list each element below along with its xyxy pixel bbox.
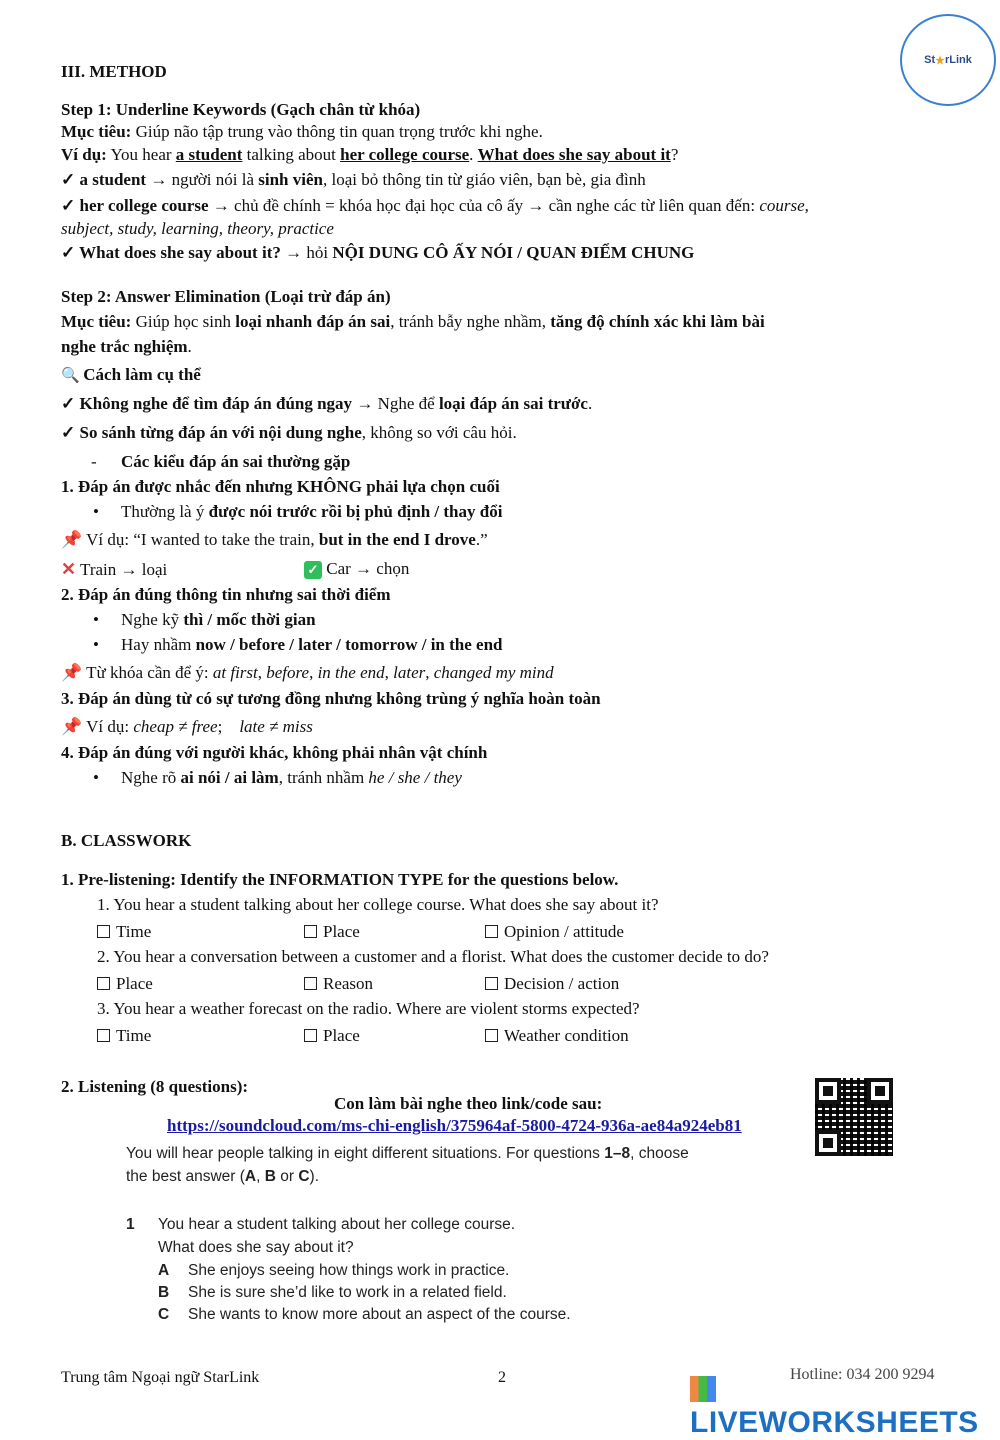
step2-title: Step 2: Answer Elimination (Loại trừ đáp án) [61, 287, 391, 306]
type-2-title: 2. Đáp án đúng thông tin nhưng sai thời điểm [61, 585, 391, 604]
section-title: III. METHOD [61, 62, 167, 81]
item-question-1: You hear a student talking about her college course. [158, 1216, 516, 1233]
item-number: 1 [126, 1216, 135, 1233]
type-3-title: 3. Đáp án dùng từ có sự tương đồng nhưng không trùng ý nghĩa hoàn toàn [61, 689, 601, 708]
starlink-logo: St ★ rLink [900, 14, 996, 106]
q3-option-1[interactable]: Time [97, 1026, 151, 1046]
q2-option-3[interactable]: Decision / action [485, 974, 619, 994]
step1-goal: Mục tiêu: Giúp não tập trung vào thông tin quan trọng trước khi nghe. [61, 122, 543, 141]
option-letter-a[interactable]: A [158, 1262, 170, 1279]
q1-option-2[interactable]: Place [304, 922, 360, 942]
type-2-bullet-2: • Hay nhầm now / before / later / tomorrow / in the end [121, 635, 503, 655]
q1-option-3[interactable]: Opinion / attitude [485, 922, 624, 942]
check-mark-icon: ✓ [304, 561, 322, 579]
option-a-text[interactable]: She enjoys seeing how things work in practice. [188, 1262, 510, 1279]
type-1-right: ✓ Car → chọn [304, 559, 409, 579]
rule-1: ✓ Không nghe để tìm đáp án đúng ngay → Nghe để loại đáp án sai trước. [61, 394, 593, 413]
option-letter-c[interactable]: C [158, 1306, 170, 1323]
checkbox[interactable] [304, 925, 317, 938]
step1-title: Step 1: Underline Keywords (Gạch chân từ khóa) [61, 100, 421, 119]
listening-instructions-1: You will hear people talking in eight different situations. For questions 1–8, choose [126, 1145, 689, 1162]
question-2: 2. You hear a conversation between a customer and a florist. What does the customer decide to do? [97, 947, 769, 966]
step1-check-1: ✓ a student → người nói là sinh viên, loại bỏ thông tin từ giáo viên, bạn bè, gia đình [61, 170, 646, 189]
footer-hotline: Hotline: 034 200 9294 [790, 1366, 935, 1383]
q1-option-1[interactable]: Time [97, 922, 151, 942]
type-2-keywords: 📌 Từ khóa cần để ý: at first, before, in the end, later, changed my mind [61, 663, 554, 682]
magnifier-icon: 🔍 [61, 368, 80, 384]
step1-check-2: ✓ her college course → chủ đề chính = khóa học đại học của cô ấy → cần nghe các từ liên quan đến: course, [61, 196, 809, 215]
cross-mark-icon: ✕ [61, 559, 77, 579]
question-1: 1. You hear a student talking about her college course. What does she say about it? [97, 895, 659, 914]
step1-check-2-cont: subject, study, learning, theory, practice [61, 219, 334, 238]
link-intro: Con làm bài nghe theo link/code sau: [334, 1094, 603, 1113]
checkbox[interactable] [485, 1029, 498, 1042]
type-4-title: 4. Đáp án đúng với người khác, không phải nhân vật chính [61, 743, 488, 762]
classwork-title: B. CLASSWORK [61, 831, 192, 850]
howto-heading: 🔍 Cách làm cụ thể [61, 365, 201, 384]
listening-title: 2. Listening (8 questions): [61, 1077, 249, 1096]
pushpin-icon: 📌 [61, 663, 83, 682]
pre-listening-title: 1. Pre-listening: Identify the INFORMATION TYPE for the questions below. [61, 870, 619, 889]
types-title: Các kiểu đáp án sai thường gặp [121, 452, 351, 471]
liveworksheets-watermark: LIVEWORKSHEETS [690, 1372, 1000, 1440]
checkbox[interactable] [97, 925, 110, 938]
q3-option-3[interactable]: Weather condition [485, 1026, 629, 1046]
pushpin-icon: 📌 [61, 717, 83, 736]
q2-option-2[interactable]: Reason [304, 974, 373, 994]
liveworksheets-logo-icon [690, 1376, 716, 1402]
type-4-bullet: • Nghe rõ ai nói / ai làm, tránh nhầm he / she / they [121, 768, 462, 788]
pushpin-icon: 📌 [61, 530, 83, 549]
step1-check-3: ✓ What does she say about it? → hỏi NỘI DUNG CÔ ẤY NÓI / QUAN ĐIỂM CHUNG [61, 243, 695, 262]
item-question-2: What does she say about it? [158, 1239, 354, 1256]
checkbox[interactable] [304, 977, 317, 990]
step1-example: Ví dụ: You hear a student talking about her college course. What does she say about it? [61, 145, 679, 164]
type-2-bullet-1: • Nghe kỹ thì / mốc thời gian [121, 610, 316, 630]
checkbox[interactable] [485, 925, 498, 938]
checkbox[interactable] [485, 977, 498, 990]
step2-goal-cont: nghe trắc nghiệm. [61, 337, 192, 356]
question-3: 3. You hear a weather forecast on the radio. Where are violent storms expected? [97, 999, 640, 1018]
type-1-title: 1. Đáp án được nhắc đến nhưng KHÔNG phải lựa chọn cuối [61, 477, 500, 496]
soundcloud-link[interactable]: https://soundcloud.com/ms-chi-english/375964af-5800-4724-936a-ae84a924eb81 [167, 1116, 742, 1135]
q2-option-1[interactable]: Place [97, 974, 153, 994]
checkbox[interactable] [304, 1029, 317, 1042]
qr-code [815, 1078, 893, 1156]
step2-goal: Mục tiêu: Giúp học sinh loại nhanh đáp án sai, tránh bẫy nghe nhầm, tăng độ chính xác khi làm bài [61, 312, 765, 331]
option-c-text[interactable]: She wants to know more about an aspect of the course. [188, 1306, 571, 1323]
listening-instructions-2: the best answer (A, B or C). [126, 1168, 320, 1185]
footer-left: Trung tâm Ngoại ngữ StarLink [61, 1369, 260, 1386]
type-3-example: 📌 Ví dụ: cheap ≠ free; late ≠ miss [61, 717, 313, 736]
type-1-wrong: ✕ Train → loại [61, 559, 168, 579]
option-letter-b[interactable]: B [158, 1284, 170, 1301]
types-dash: - [91, 452, 97, 471]
type-1-bullet: • Thường là ý được nói trước rồi bị phủ định / thay đổi [121, 502, 502, 522]
page-number: 2 [498, 1369, 506, 1386]
option-b-text[interactable]: She is sure she’d like to work in a related field. [188, 1284, 507, 1301]
checkbox[interactable] [97, 977, 110, 990]
q3-option-2[interactable]: Place [304, 1026, 360, 1046]
type-1-example: 📌 Ví dụ: “I wanted to take the train, but in the end I drove.” [61, 530, 488, 549]
rule-2: ✓ So sánh từng đáp án với nội dung nghe, không so với câu hỏi. [61, 423, 517, 442]
checkbox[interactable] [97, 1029, 110, 1042]
